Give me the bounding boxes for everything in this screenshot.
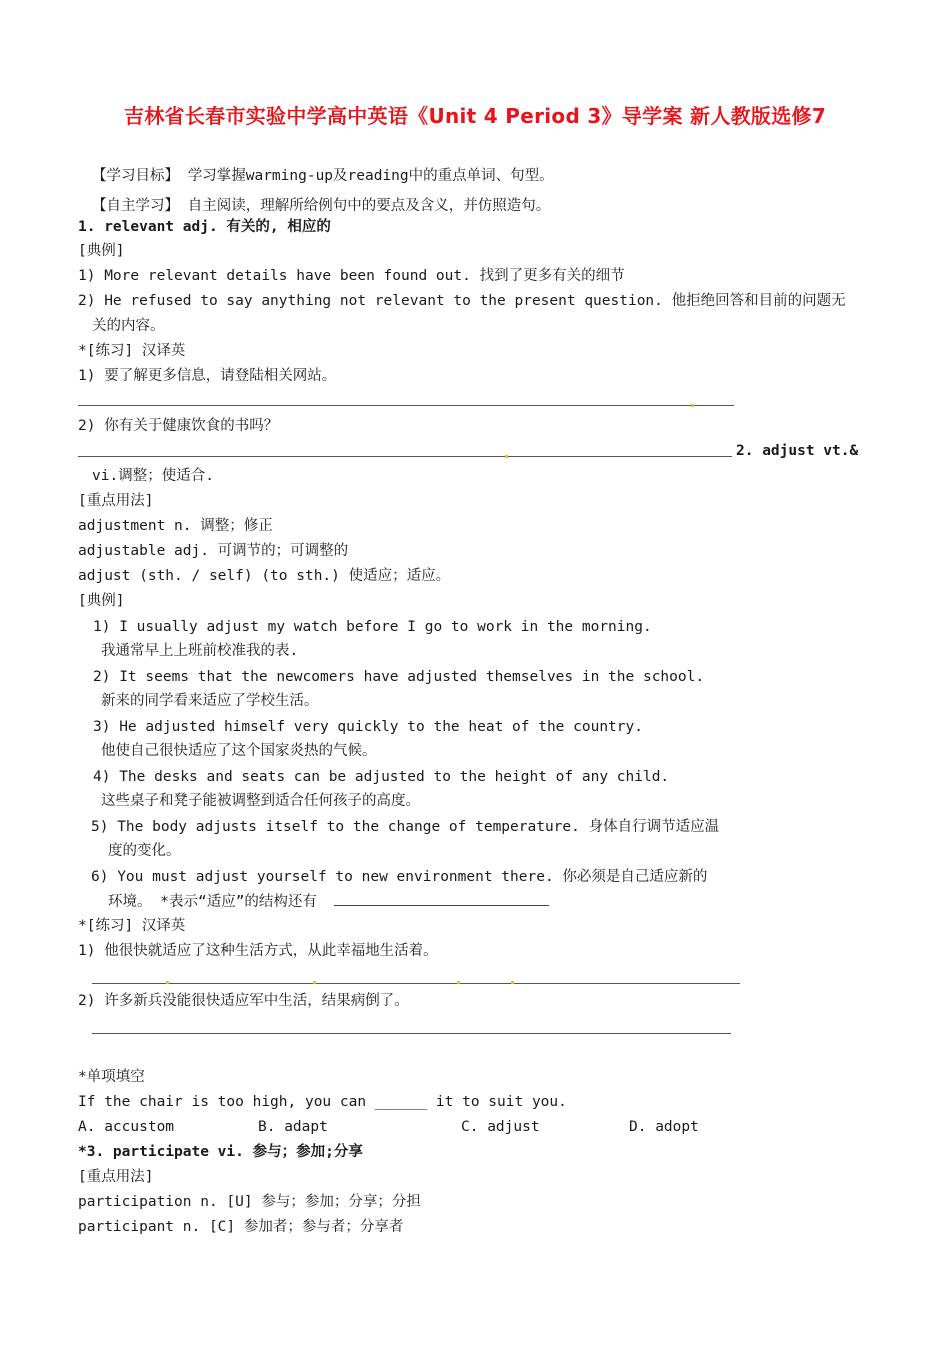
vocab-definition: vi.调整；使适合. xyxy=(92,468,214,484)
example-sentence: 6) You must adjust yourself to new environment there. 你必须是自己适应新的 xyxy=(91,869,708,885)
exercise-item: 1) 他很快就适应了这种生活方式，从此幸福地生活着。 xyxy=(78,943,438,959)
marker-dot xyxy=(457,981,460,984)
learning-goal: 【学习目标】 学习掌握warming-up及reading中的重点单词、句型。 xyxy=(92,168,554,184)
example-sentence: 2) He refused to say anything not relevant to the present question. 他拒绝回答和目前的问题无 xyxy=(78,293,846,309)
usage-item: adjustment n. 调整；修正 xyxy=(78,518,273,534)
usage-item: adjust (sth. / self) (to sth.) 使适应；适应。 xyxy=(78,568,451,584)
example-sentence: 1) More relevant details have been found out. 找到了更多有关的细节 xyxy=(78,268,625,284)
marker-dot xyxy=(313,981,316,984)
exercise-item: 1) 要了解更多信息，请登陆相关网站。 xyxy=(78,368,337,384)
exercise-item: 2) 许多新兵没能很快适应军中生活，结果病倒了。 xyxy=(78,993,409,1009)
document-title: 吉林省长春市实验中学高中英语《Unit 4 Period 3》导学案 新人教版选修7 xyxy=(123,104,827,128)
single-choice-label: *单项填空 xyxy=(78,1069,145,1085)
marker-dot xyxy=(511,981,514,984)
structure-blank[interactable] xyxy=(334,891,549,906)
exercise-item: 2) 你有关于健康饮食的书吗？ xyxy=(78,418,279,434)
choice-option-a[interactable]: A. accustom xyxy=(78,1119,175,1135)
example-label: [典例] xyxy=(78,593,125,609)
single-choice-question: If the chair is too high, you can ______ it to suit you. xyxy=(78,1094,567,1110)
usage-item: participation n. [U] 参与；参加；分享；分担 xyxy=(78,1194,421,1210)
choice-option-b[interactable]: B. adapt xyxy=(258,1119,328,1135)
vocab-heading-relevant: 1. relevant adj. 有关的, 相应的 xyxy=(78,219,331,235)
usage-item: participant n. [C] 参加者；参与者；分享者 xyxy=(78,1219,404,1235)
example-sentence: 1) I usually adjust my watch before I go to work in the morning. xyxy=(93,619,652,635)
marker-dot xyxy=(166,981,169,984)
usage-label: [重点用法] xyxy=(78,493,154,509)
structure-prompt xyxy=(108,891,549,912)
example-translation: 我通常早上上班前校准我的表. xyxy=(101,643,299,659)
example-sentence-continued: 度的变化。 xyxy=(108,843,181,859)
answer-line[interactable] xyxy=(92,1033,731,1034)
example-translation: 新来的同学看来适应了学校生活。 xyxy=(101,693,319,709)
example-label: [典例] xyxy=(78,243,125,259)
usage-item: adjustable adj. 可调节的；可调整的 xyxy=(78,543,349,559)
usage-label: [重点用法] xyxy=(78,1169,154,1185)
answer-line[interactable] xyxy=(92,983,740,984)
exercise-label: *[练习] 汉译英 xyxy=(78,343,186,359)
example-sentence: 5) The body adjusts itself to the change of temperature. 身体自行调节适应温 xyxy=(91,819,720,835)
answer-line[interactable] xyxy=(78,405,734,406)
vocab-heading-participate: *3. participate vi. 参与；参加;分享 xyxy=(78,1144,363,1160)
example-sentence-continued: 关的内容。 xyxy=(92,318,165,334)
choice-option-d[interactable]: D. adopt xyxy=(629,1119,699,1135)
example-sentence: 2) It seems that the newcomers have adjusted themselves in the school. xyxy=(93,669,705,685)
example-translation: 他使自己很快适应了这个国家炎热的气候。 xyxy=(101,743,377,759)
example-translation: 这些桌子和凳子能被调整到适合任何孩子的高度。 xyxy=(101,793,420,809)
vocab-heading-adjust: 2. adjust vt.& xyxy=(736,443,859,459)
answer-line[interactable] xyxy=(78,456,732,457)
choice-option-c[interactable]: C. adjust xyxy=(461,1119,540,1135)
marker-dot xyxy=(691,404,694,407)
exercise-label: *[练习] 汉译英 xyxy=(78,918,186,934)
example-sentence: 4) The desks and seats can be adjusted to the height of any child. xyxy=(93,769,670,785)
self-study-instruction: 【自主学习】 自主阅读，理解所给例句中的要点及含义，并仿照造句。 xyxy=(92,198,551,214)
structure-prompt-text: 环境。 *表示“适应”的结构还有 xyxy=(108,894,317,910)
example-sentence: 3) He adjusted himself very quickly to the heat of the country. xyxy=(93,719,643,735)
marker-dot xyxy=(505,455,508,458)
